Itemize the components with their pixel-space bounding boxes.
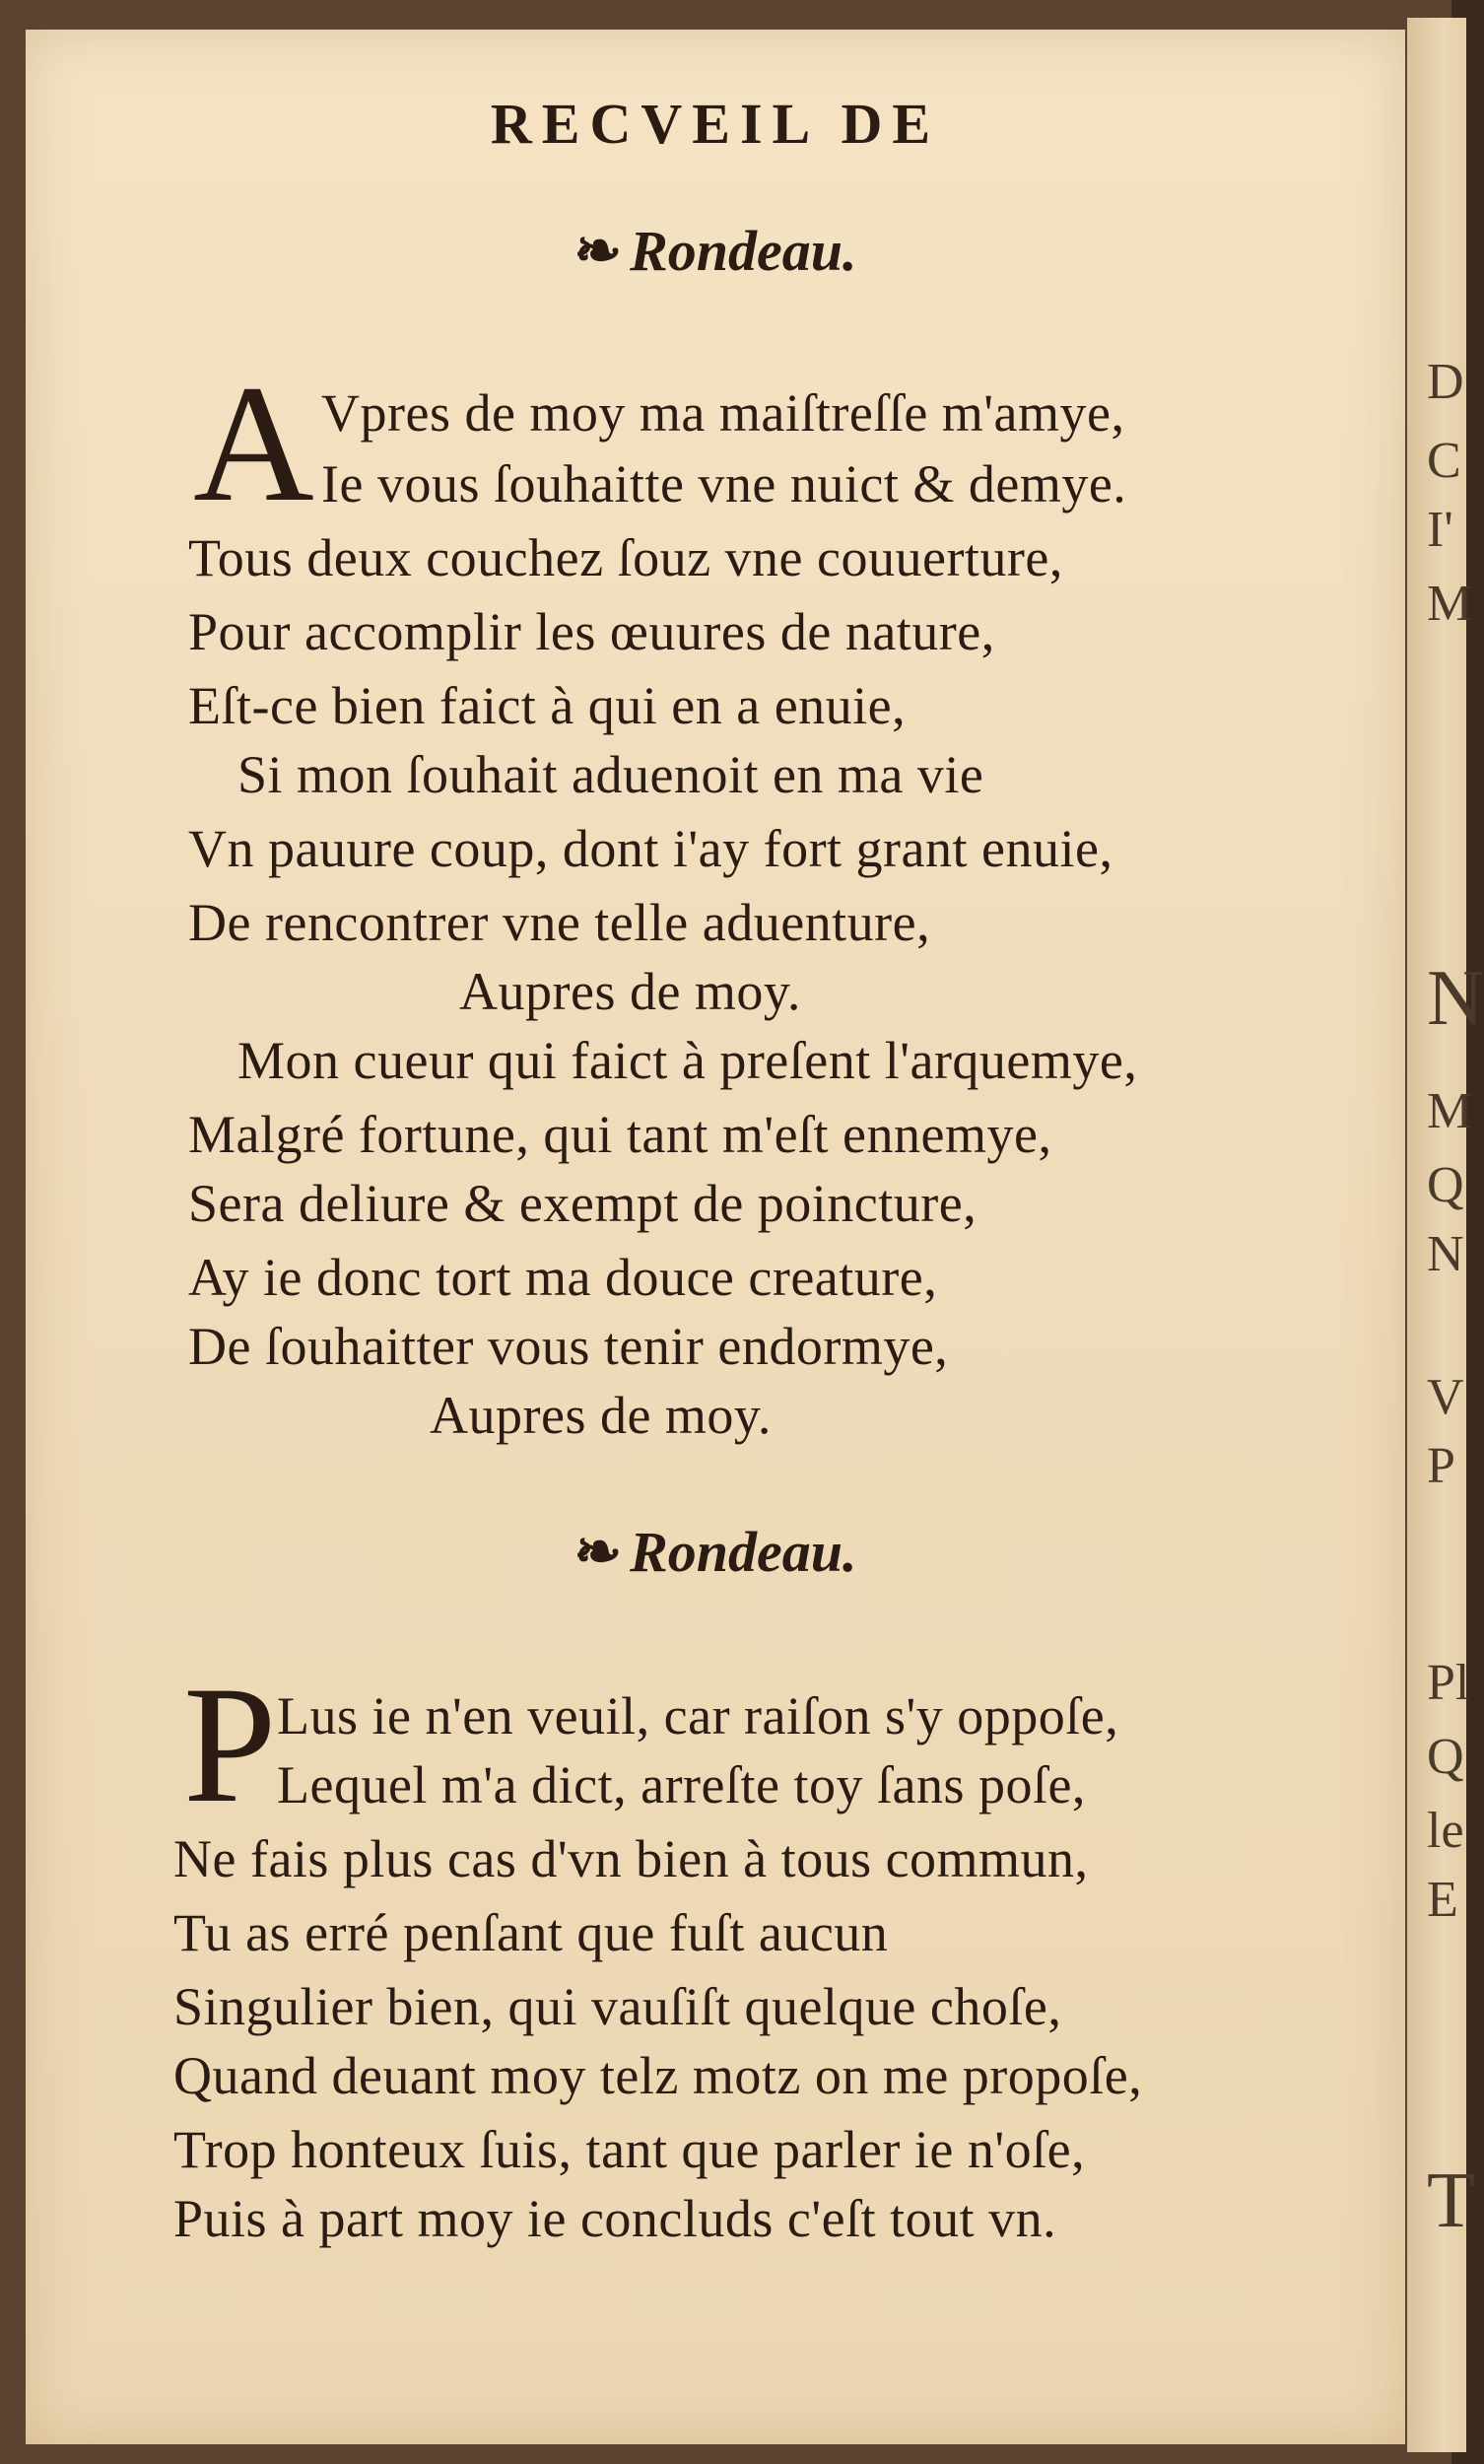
facing-fragment: V [1427, 1369, 1464, 1425]
facing-fragment: P [1427, 1438, 1455, 1494]
facing-page-edge [1407, 18, 1484, 2452]
poem-1-line-5: Eſt-ce bien faict à qui en a enuie, [188, 676, 907, 735]
facing-fragment: M [1427, 1083, 1473, 1139]
facing-fragment: Q [1427, 1729, 1464, 1785]
poem-1-refrain-1: Aupres de moy. [459, 962, 801, 1021]
fleuron-ornament: ❧ [573, 219, 623, 283]
fleuron-ornament: ❧ [573, 1520, 623, 1584]
poem-2-heading [26, 1518, 1405, 1585]
book-page [26, 30, 1405, 2444]
facing-fragment: C [1427, 433, 1461, 489]
poem-1-line-7: Vn pauure coup, dont i'ay fort grant enuie, [188, 819, 1113, 878]
facing-fragment: M [1427, 576, 1473, 632]
poem-1-line-13: Ay ie donc tort ma douce creature, [188, 1248, 938, 1307]
facing-fragment: le [1427, 1803, 1464, 1859]
poem-1-line-3: Tous deux couchez ſouz vne couuerture, [188, 528, 1063, 587]
running-head: RECVEIL DE [490, 92, 941, 156]
poem-2-line-5: Singulier bien, qui vauſiſt quelque choſe, [173, 1977, 1062, 2036]
poem-1-line-8: De rencontrer vne telle aduenture, [188, 893, 931, 952]
poem-2-line-8: Puis à part moy ie concluds c'eſt tout vn. [173, 2189, 1057, 2248]
poem-1-refrain-2: Aupres de moy. [430, 1386, 772, 1445]
poem-1-line-4: Pour accomplir les œuures de nature, [188, 602, 995, 661]
facing-fragment: D [1427, 354, 1464, 410]
poem-1-heading [26, 217, 1405, 284]
poem-2-line-2: Lequel m'a dict, arreſte toy ſans poſe, [277, 1755, 1086, 1814]
poem-2-line-6: Quand deuant moy telz motz on me propoſe, [173, 2046, 1143, 2105]
poem-2-line-7: Trop honteux ſuis, tant que parler ie n'oſe, [173, 2120, 1086, 2179]
poem-2-drop-cap: P [183, 1652, 277, 1837]
poem-1-line-6: Si mon ſouhait aduenoit en ma vie [237, 745, 984, 804]
poem-1-title: Rondeau. [630, 219, 857, 283]
page-content [26, 30, 1405, 2444]
poem-1-line-12: Sera deliure & exempt de poincture, [188, 1174, 978, 1233]
poem-1-line-10: Mon cueur qui faict à preſent l'arquemye, [237, 1031, 1138, 1090]
facing-fragment: N [1427, 1226, 1464, 1282]
facing-fragment: I' [1427, 502, 1453, 558]
poem-1-line-2: Ie vous ſouhaitte vne nuict & demye. [321, 454, 1127, 513]
poem-1-line-11: Malgré fortune, qui tant m'eſt ennemye, [188, 1105, 1052, 1164]
facing-fragment: Q [1427, 1157, 1464, 1213]
poem-2-line-3: Ne fais plus cas d'vn bien à tous commun, [173, 1829, 1089, 1888]
poem-1-line-14: De ſouhaitter vous tenir endormye, [188, 1317, 949, 1376]
poem-1-drop-cap: A [193, 351, 314, 536]
poem-1-line-1: Vpres de moy ma maiſtreſſe m'amye, [321, 383, 1125, 443]
poem-2-line-4: Tu as erré penſant que fuſt aucun [173, 1903, 889, 1962]
poem-2-title: Rondeau. [630, 1520, 857, 1584]
facing-fragment: N [1427, 955, 1484, 1042]
poem-2-line-1: Lus ie n'en veuil, car raiſon s'y oppoſe, [277, 1686, 1119, 1745]
facing-fragment: E [1427, 1872, 1458, 1928]
facing-fragment: Pl [1427, 1655, 1470, 1711]
facing-fragment: T [1427, 2157, 1475, 2244]
